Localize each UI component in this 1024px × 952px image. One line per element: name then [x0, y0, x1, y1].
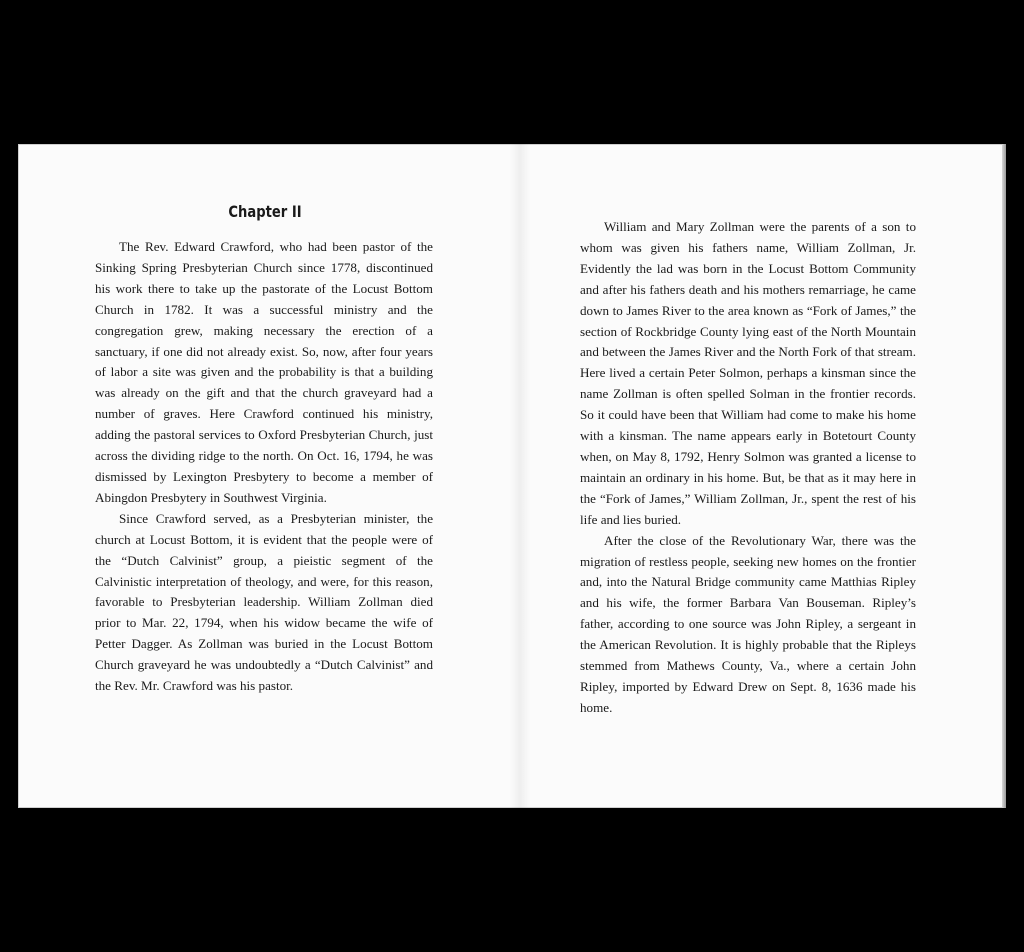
right-page: [512, 144, 1002, 808]
paragraph: William and Mary Zollman were the parents of a son to whom was given his fathers name, William Zollman, Jr. Evidently the lad was born in the Locust Bottom Community and after his fathers death and his mothers remarriage, he came down to James River to the area known as “Fork of James,” the section of Rockbridge County lying east of the North Mountain and between the James River and the North Fork of that stream. Here lived a certain Peter Solmon, perhaps a kinsman since the name Zollman is often spelled Solman in the frontier records. So it could have been that William had come to make his home with a kinsman. The name appears early in Botetourt County when, on May 8, 1792, Henry Solmon was granted a license to maintain an ordinary in his home. But, be that as it may here in the “Fork of James,” William Zollman, Jr., spent the rest of his life and lies buried.: [580, 219, 916, 527]
chapter-title: Chapter II: [228, 202, 302, 221]
left-page: [18, 144, 512, 808]
paragraph: After the close of the Revolutionary War, there was the migration of restless people, seeking new homes on the frontier and, into the Natural Bridge community came Matthias Ripley and his wife, the former Barbara Van Bouseman. Ripley’s father, according to one source was John Ripley, a sergeant in the American Revolution. It is highly probable that the Ripleys stemmed from Mathews County, Va., where a certain John Ripley, imported by Edward Drew on Sept. 8, 1636 made his home.: [580, 532, 916, 715]
left-page-text: [95, 237, 433, 697]
paragraph: Since Crawford served, as a Presbyterian minister, the church at Locust Bottom, it is evident that the people were of the “Dutch Calvinist” group, a pieistic segment of the Calvinistic interpretation of theology, and were, for this reason, favorable to Presbyterian leadership. William Zollman died prior to Mar. 22, 1794, when his widow became the wife of Petter Dagger. As Zollman was buried in the Locust Bottom Church graveyard he was undoubtedly a “Dutch Calvinist” and the Rev. Mr. Crawford was his pastor.: [95, 510, 433, 694]
right-page-text: [580, 217, 916, 719]
paragraph: The Rev. Edward Crawford, who had been pastor of the Sinking Spring Presbyterian Church since 1778, discontinued his work there to take up the pastorate of the Locust Bottom Church in 1782. It was a successful ministry and the congregation grew, making necessary the erection of a sanctuary, if one did not already exist. So, now, after four years of labor a site was given and the probability is that a building was already on the gift and that the church graveyard had a number of graves. Here Crawford continued his ministry, adding the pastoral services to Oxford Presbyterian Church, just across the dividing ridge to the north. On Oct. 16, 1794, he was dismissed by Lexington Presbytery to become a member of Abingdon Presbytery in Southwest Virginia.: [95, 239, 433, 505]
book-spread: [18, 144, 1006, 808]
